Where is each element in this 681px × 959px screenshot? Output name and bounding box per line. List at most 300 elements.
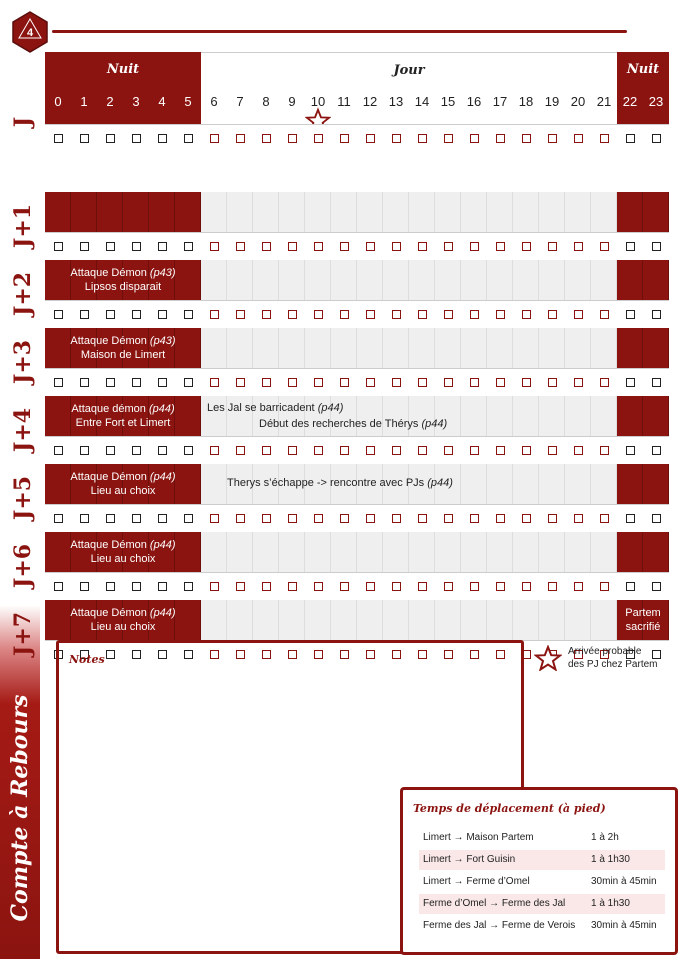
hour-checkbox[interactable] — [574, 242, 583, 251]
hour-checkbox[interactable] — [418, 514, 427, 523]
hour-checkbox[interactable] — [106, 242, 115, 251]
hour-label: 13 — [388, 94, 404, 109]
hour-checkbox[interactable] — [262, 242, 271, 251]
header-day — [201, 52, 617, 125]
hour-cell — [201, 464, 227, 504]
hour-checkbox[interactable] — [548, 582, 557, 591]
row-label — [2, 536, 44, 596]
hour-cell — [539, 600, 565, 640]
hour-checkbox[interactable] — [366, 134, 375, 143]
hour-checkbox[interactable] — [496, 446, 505, 455]
hour-checkbox[interactable] — [106, 310, 115, 319]
hour-cell — [305, 600, 331, 640]
top-divider — [52, 30, 627, 33]
hour-checkbox[interactable] — [132, 446, 141, 455]
hour-checkbox[interactable] — [470, 310, 479, 319]
hour-checkbox[interactable] — [314, 134, 323, 143]
hour-checkbox[interactable] — [652, 446, 661, 455]
hour-checkbox[interactable] — [522, 446, 531, 455]
hour-cell — [617, 192, 643, 232]
star-icon — [534, 645, 562, 671]
hour-cell — [487, 600, 513, 640]
hour-checkbox[interactable] — [444, 514, 453, 523]
hour-cell — [539, 464, 565, 504]
hour-label: 7 — [236, 94, 244, 109]
hour-checkbox[interactable] — [262, 134, 271, 143]
hour-cell — [175, 192, 201, 232]
hour-cell — [591, 328, 617, 368]
hour-checkbox[interactable] — [496, 514, 505, 523]
end-event — [617, 606, 669, 634]
hour-checkbox[interactable] — [80, 378, 89, 387]
legend-line-1: Arrivée probable — [568, 646, 642, 657]
event-title: Attaque Démon — [70, 471, 147, 483]
hour-checkbox[interactable] — [600, 242, 609, 251]
row-label — [2, 196, 44, 256]
hour-checkbox[interactable] — [652, 378, 661, 387]
hour-cell — [565, 464, 591, 504]
hour-checkbox[interactable] — [392, 242, 401, 251]
hour-checkbox[interactable] — [210, 378, 219, 387]
hour-checkbox[interactable] — [158, 242, 167, 251]
hour-checkbox[interactable] — [600, 378, 609, 387]
hour-checkbox[interactable] — [496, 242, 505, 251]
hour-checkbox[interactable] — [574, 446, 583, 455]
hour-checkbox[interactable] — [600, 514, 609, 523]
event-place: Lieu au choix — [90, 621, 156, 633]
hour-checkbox[interactable] — [626, 446, 635, 455]
end-event-line: sacrifié — [625, 621, 661, 633]
hour-checkbox[interactable] — [132, 310, 141, 319]
hour-cell — [461, 328, 487, 368]
hour-cell — [305, 532, 331, 572]
hour-cell — [643, 532, 669, 572]
hour-checkbox[interactable] — [600, 582, 609, 591]
hour-cell — [253, 260, 279, 300]
hour-checkbox[interactable] — [54, 134, 63, 143]
hour-checkbox[interactable] — [80, 514, 89, 523]
hour-checkbox[interactable] — [444, 242, 453, 251]
hour-checkbox[interactable] — [652, 134, 661, 143]
hour-checkbox[interactable] — [158, 582, 167, 591]
day-event-text: Début des recherches de Thérys — [259, 418, 419, 430]
hour-cell — [253, 600, 279, 640]
hour-checkbox[interactable] — [54, 310, 63, 319]
hour-checkbox[interactable] — [444, 310, 453, 319]
hour-checkbox[interactable] — [106, 446, 115, 455]
hour-checkbox[interactable] — [496, 378, 505, 387]
hour-checkbox[interactable] — [54, 582, 63, 591]
hour-cell — [201, 532, 227, 572]
event-place: Lieu au choix — [90, 485, 156, 497]
hour-cell — [409, 600, 435, 640]
hour-cell — [617, 328, 643, 368]
hour-checkbox[interactable] — [314, 446, 323, 455]
hour-checkbox[interactable] — [522, 582, 531, 591]
hour-checkbox[interactable] — [496, 310, 505, 319]
hour-checkbox[interactable] — [574, 514, 583, 523]
hour-checkbox[interactable] — [418, 582, 427, 591]
hour-checkbox[interactable] — [470, 134, 479, 143]
hour-cell — [513, 192, 539, 232]
travel-time: 1 à 1h30 — [591, 898, 630, 909]
hour-cell — [227, 328, 253, 368]
hour-checkbox[interactable] — [470, 242, 479, 251]
hour-checkbox[interactable] — [366, 446, 375, 455]
hour-checkbox[interactable] — [418, 242, 427, 251]
hour-checkbox[interactable] — [340, 582, 349, 591]
hour-checkbox[interactable] — [522, 310, 531, 319]
hour-cell — [487, 464, 513, 504]
hour-checkbox[interactable] — [548, 310, 557, 319]
hour-cell — [357, 192, 383, 232]
event-title: Attaque Démon — [70, 267, 147, 279]
hour-checkbox[interactable] — [600, 134, 609, 143]
hour-cell — [565, 192, 591, 232]
hour-checkbox[interactable] — [210, 134, 219, 143]
travel-time: 30min à 45min — [591, 876, 657, 887]
hour-cell — [617, 464, 643, 504]
hour-cell — [461, 260, 487, 300]
hour-checkbox[interactable] — [262, 582, 271, 591]
hour-checkbox[interactable] — [106, 134, 115, 143]
event-ref: (p44) — [149, 539, 176, 551]
day-event-text: Therys s’échappe -> rencontre avec PJs — [227, 477, 425, 489]
hour-checkbox[interactable] — [366, 378, 375, 387]
hour-checkbox[interactable] — [132, 514, 141, 523]
row-label — [2, 468, 44, 528]
night-event — [45, 606, 201, 634]
hour-cell — [435, 600, 461, 640]
hour-checkbox[interactable] — [262, 378, 271, 387]
hour-checkbox[interactable] — [54, 446, 63, 455]
hour-checkbox[interactable] — [158, 378, 167, 387]
travel-row — [419, 894, 665, 914]
hour-checkbox[interactable] — [444, 134, 453, 143]
hour-checkbox[interactable] — [366, 514, 375, 523]
hour-cell — [487, 260, 513, 300]
hour-checkbox[interactable] — [236, 582, 245, 591]
hour-cell — [565, 396, 591, 436]
hour-label: 19 — [544, 94, 560, 109]
hour-cell — [435, 260, 461, 300]
hour-checkbox[interactable] — [340, 378, 349, 387]
hour-checkbox[interactable] — [444, 378, 453, 387]
hour-checkbox[interactable] — [106, 582, 115, 591]
hour-checkbox[interactable] — [366, 582, 375, 591]
hour-checkbox[interactable] — [236, 134, 245, 143]
travel-route: Limert → Fort Guisin — [423, 854, 516, 865]
hour-checkbox[interactable] — [340, 242, 349, 251]
hour-checkbox[interactable] — [80, 134, 89, 143]
hour-checkbox[interactable] — [470, 582, 479, 591]
hour-checkbox[interactable] — [626, 310, 635, 319]
hour-checkbox[interactable] — [366, 310, 375, 319]
event-place: Lipsos disparait — [84, 281, 162, 293]
hour-checkbox[interactable] — [80, 446, 89, 455]
event-place: Maison de Limert — [80, 349, 166, 361]
hour-checkbox[interactable] — [574, 378, 583, 387]
hour-cell — [643, 328, 669, 368]
hour-checkbox[interactable] — [158, 134, 167, 143]
hour-checkbox[interactable] — [392, 514, 401, 523]
hour-checkbox[interactable] — [548, 446, 557, 455]
hour-checkbox[interactable] — [288, 378, 297, 387]
hour-checkbox[interactable] — [288, 582, 297, 591]
hour-checkbox[interactable] — [80, 242, 89, 251]
hour-checkbox[interactable] — [54, 514, 63, 523]
hour-checkbox[interactable] — [340, 446, 349, 455]
hour-checkbox[interactable] — [392, 134, 401, 143]
hour-cell — [227, 600, 253, 640]
hour-checkbox[interactable] — [184, 378, 193, 387]
hour-label: 6 — [210, 94, 218, 109]
event-place: Lieu au choix — [90, 553, 156, 565]
hour-cell — [305, 260, 331, 300]
hour-cell — [487, 532, 513, 572]
hour-checkbox[interactable] — [288, 514, 297, 523]
hour-checkbox[interactable] — [418, 446, 427, 455]
hour-checkbox[interactable] — [236, 378, 245, 387]
hour-checkbox[interactable] — [158, 310, 167, 319]
hour-checkbox[interactable] — [574, 582, 583, 591]
row-label — [2, 332, 44, 392]
hour-checkbox[interactable] — [288, 446, 297, 455]
hour-checkbox[interactable] — [236, 446, 245, 455]
hour-checkbox[interactable] — [470, 514, 479, 523]
hour-checkbox[interactable] — [132, 242, 141, 251]
hour-cell — [409, 328, 435, 368]
hour-cell — [383, 260, 409, 300]
hour-checkbox[interactable] — [548, 378, 557, 387]
hour-checkbox[interactable] — [262, 514, 271, 523]
hour-checkbox[interactable] — [132, 378, 141, 387]
event-ref: (p44) — [149, 403, 175, 415]
hour-checkbox[interactable] — [522, 134, 531, 143]
hour-checkbox[interactable] — [54, 378, 63, 387]
hour-checkbox[interactable] — [470, 378, 479, 387]
hour-checkbox[interactable] — [184, 134, 193, 143]
hour-checkbox[interactable] — [574, 134, 583, 143]
hour-checkbox[interactable] — [210, 514, 219, 523]
hour-cell — [149, 192, 175, 232]
hour-cell — [513, 532, 539, 572]
hour-cell — [331, 328, 357, 368]
hour-checkbox[interactable] — [314, 310, 323, 319]
travel-row — [419, 850, 665, 870]
hour-checkbox[interactable] — [132, 134, 141, 143]
hour-checkbox[interactable] — [236, 514, 245, 523]
hour-checkbox[interactable] — [236, 310, 245, 319]
hour-cell — [539, 192, 565, 232]
hour-checkbox[interactable] — [652, 242, 661, 251]
hour-cell — [279, 260, 305, 300]
hour-checkbox[interactable] — [288, 310, 297, 319]
hour-label: 5 — [184, 94, 192, 109]
hour-cell — [565, 260, 591, 300]
travel-route: Limert → Ferme d’Omel — [423, 876, 530, 887]
hour-checkbox[interactable] — [288, 134, 297, 143]
hour-checkbox[interactable] — [392, 310, 401, 319]
hour-checkbox[interactable] — [600, 310, 609, 319]
hour-checkbox[interactable] — [314, 514, 323, 523]
hour-cell — [513, 600, 539, 640]
hour-checkbox[interactable] — [626, 242, 635, 251]
hour-checkbox[interactable] — [392, 446, 401, 455]
legend-line-2: des PJ chez Partem — [568, 659, 658, 670]
hour-checkbox[interactable] — [184, 514, 193, 523]
hour-cell — [643, 192, 669, 232]
hour-cell — [331, 260, 357, 300]
travel-route: Ferme des Jal → Ferme de Verois — [423, 920, 576, 931]
hour-checkbox[interactable] — [626, 378, 635, 387]
row-label-text: J+6 — [10, 543, 36, 589]
header-night-left-label: Nuit — [106, 62, 140, 77]
hour-checkbox[interactable] — [652, 514, 661, 523]
hour-cell — [305, 192, 331, 232]
hour-checkbox[interactable] — [626, 582, 635, 591]
hour-label: 20 — [570, 94, 586, 109]
hour-checkbox[interactable] — [262, 446, 271, 455]
hour-cell — [357, 532, 383, 572]
hour-cell — [461, 192, 487, 232]
hour-checkbox[interactable] — [392, 582, 401, 591]
hour-cell — [461, 600, 487, 640]
event-place: Entre Fort et Limert — [75, 417, 171, 429]
hour-checkbox[interactable] — [210, 310, 219, 319]
row-label-text: J+4 — [10, 407, 36, 453]
travel-time: 1 à 1h30 — [591, 854, 630, 865]
hour-cell — [617, 396, 643, 436]
hour-checkbox[interactable] — [444, 582, 453, 591]
hour-cell — [71, 192, 97, 232]
hour-checkbox[interactable] — [236, 242, 245, 251]
hour-cell — [409, 192, 435, 232]
hour-checkbox[interactable] — [652, 582, 661, 591]
hour-cell — [591, 396, 617, 436]
hour-checkbox[interactable] — [158, 446, 167, 455]
hour-checkbox[interactable] — [184, 446, 193, 455]
hour-cell — [591, 260, 617, 300]
hour-checkbox[interactable] — [54, 242, 63, 251]
hour-label: 23 — [648, 94, 664, 109]
hour-cell — [201, 600, 227, 640]
hour-cell — [357, 260, 383, 300]
hour-cell — [461, 464, 487, 504]
hour-cell — [201, 328, 227, 368]
hour-checkbox[interactable] — [548, 134, 557, 143]
hour-label: 10 — [310, 94, 326, 109]
hour-label: 16 — [466, 94, 482, 109]
hour-checkbox[interactable] — [132, 582, 141, 591]
hour-checkbox[interactable] — [210, 582, 219, 591]
hour-checkbox[interactable] — [418, 134, 427, 143]
hour-checkbox[interactable] — [548, 242, 557, 251]
hour-checkbox[interactable] — [106, 378, 115, 387]
hour-checkbox[interactable] — [418, 378, 427, 387]
hour-checkbox[interactable] — [314, 242, 323, 251]
hour-checkbox[interactable] — [184, 310, 193, 319]
hour-cell — [383, 192, 409, 232]
hour-checkbox[interactable] — [652, 310, 661, 319]
header-night-right-label: Nuit — [626, 62, 660, 77]
hour-checkbox[interactable] — [210, 446, 219, 455]
row-label-text: J+3 — [10, 339, 36, 385]
hour-checkbox[interactable] — [314, 582, 323, 591]
event-title: Attaque Démon — [70, 607, 147, 619]
header-day-label: Jour — [393, 63, 425, 78]
hour-checkbox[interactable] — [626, 514, 635, 523]
row-label-text: J — [9, 116, 36, 128]
hour-cell — [227, 532, 253, 572]
hour-checkbox[interactable] — [184, 582, 193, 591]
notes-title: Notes — [69, 653, 105, 666]
hour-checkbox[interactable] — [496, 134, 505, 143]
hour-cell — [279, 192, 305, 232]
hour-checkbox[interactable] — [574, 310, 583, 319]
hour-cell — [591, 464, 617, 504]
row-label — [2, 400, 44, 460]
travel-time: 1 à 2h — [591, 832, 619, 843]
hour-checkbox[interactable] — [80, 582, 89, 591]
hour-checkbox[interactable] — [106, 514, 115, 523]
hour-checkbox[interactable] — [444, 446, 453, 455]
hour-cell — [253, 532, 279, 572]
hour-checkbox[interactable] — [288, 242, 297, 251]
hour-checkbox[interactable] — [548, 514, 557, 523]
hour-checkbox[interactable] — [184, 242, 193, 251]
hour-label: 11 — [337, 94, 351, 109]
hour-cell — [331, 192, 357, 232]
hour-checkbox[interactable] — [340, 310, 349, 319]
hour-checkbox[interactable] — [470, 446, 479, 455]
hour-checkbox[interactable] — [262, 310, 271, 319]
hour-cell — [409, 260, 435, 300]
hour-checkbox[interactable] — [626, 134, 635, 143]
hour-checkbox[interactable] — [522, 514, 531, 523]
hour-checkbox[interactable] — [522, 242, 531, 251]
hour-cell — [435, 328, 461, 368]
hour-checkbox[interactable] — [158, 514, 167, 523]
hour-cell — [383, 328, 409, 368]
hour-checkbox[interactable] — [210, 242, 219, 251]
row-label-text: J+7 — [10, 611, 36, 657]
hour-cell — [565, 328, 591, 368]
hour-checkbox[interactable] — [496, 582, 505, 591]
hour-checkbox[interactable] — [314, 378, 323, 387]
hour-cell — [513, 328, 539, 368]
hour-checkbox[interactable] — [418, 310, 427, 319]
hour-checkbox[interactable] — [392, 378, 401, 387]
hour-cell — [227, 260, 253, 300]
hour-label: 9 — [288, 94, 296, 109]
day-event — [227, 476, 453, 491]
hour-checkbox[interactable] — [80, 310, 89, 319]
row-label-text: J+2 — [10, 271, 36, 317]
hour-label: 21 — [596, 94, 612, 109]
hour-cell — [383, 532, 409, 572]
hour-cell — [253, 192, 279, 232]
hour-cell — [591, 192, 617, 232]
hour-cell — [591, 532, 617, 572]
hour-checkbox[interactable] — [366, 242, 375, 251]
hour-checkbox[interactable] — [522, 378, 531, 387]
hour-checkbox[interactable] — [340, 514, 349, 523]
hour-cell — [643, 260, 669, 300]
travel-title: Temps de déplacement (à pied) — [413, 802, 606, 815]
hour-checkbox[interactable] — [600, 446, 609, 455]
hour-checkbox[interactable] — [340, 134, 349, 143]
